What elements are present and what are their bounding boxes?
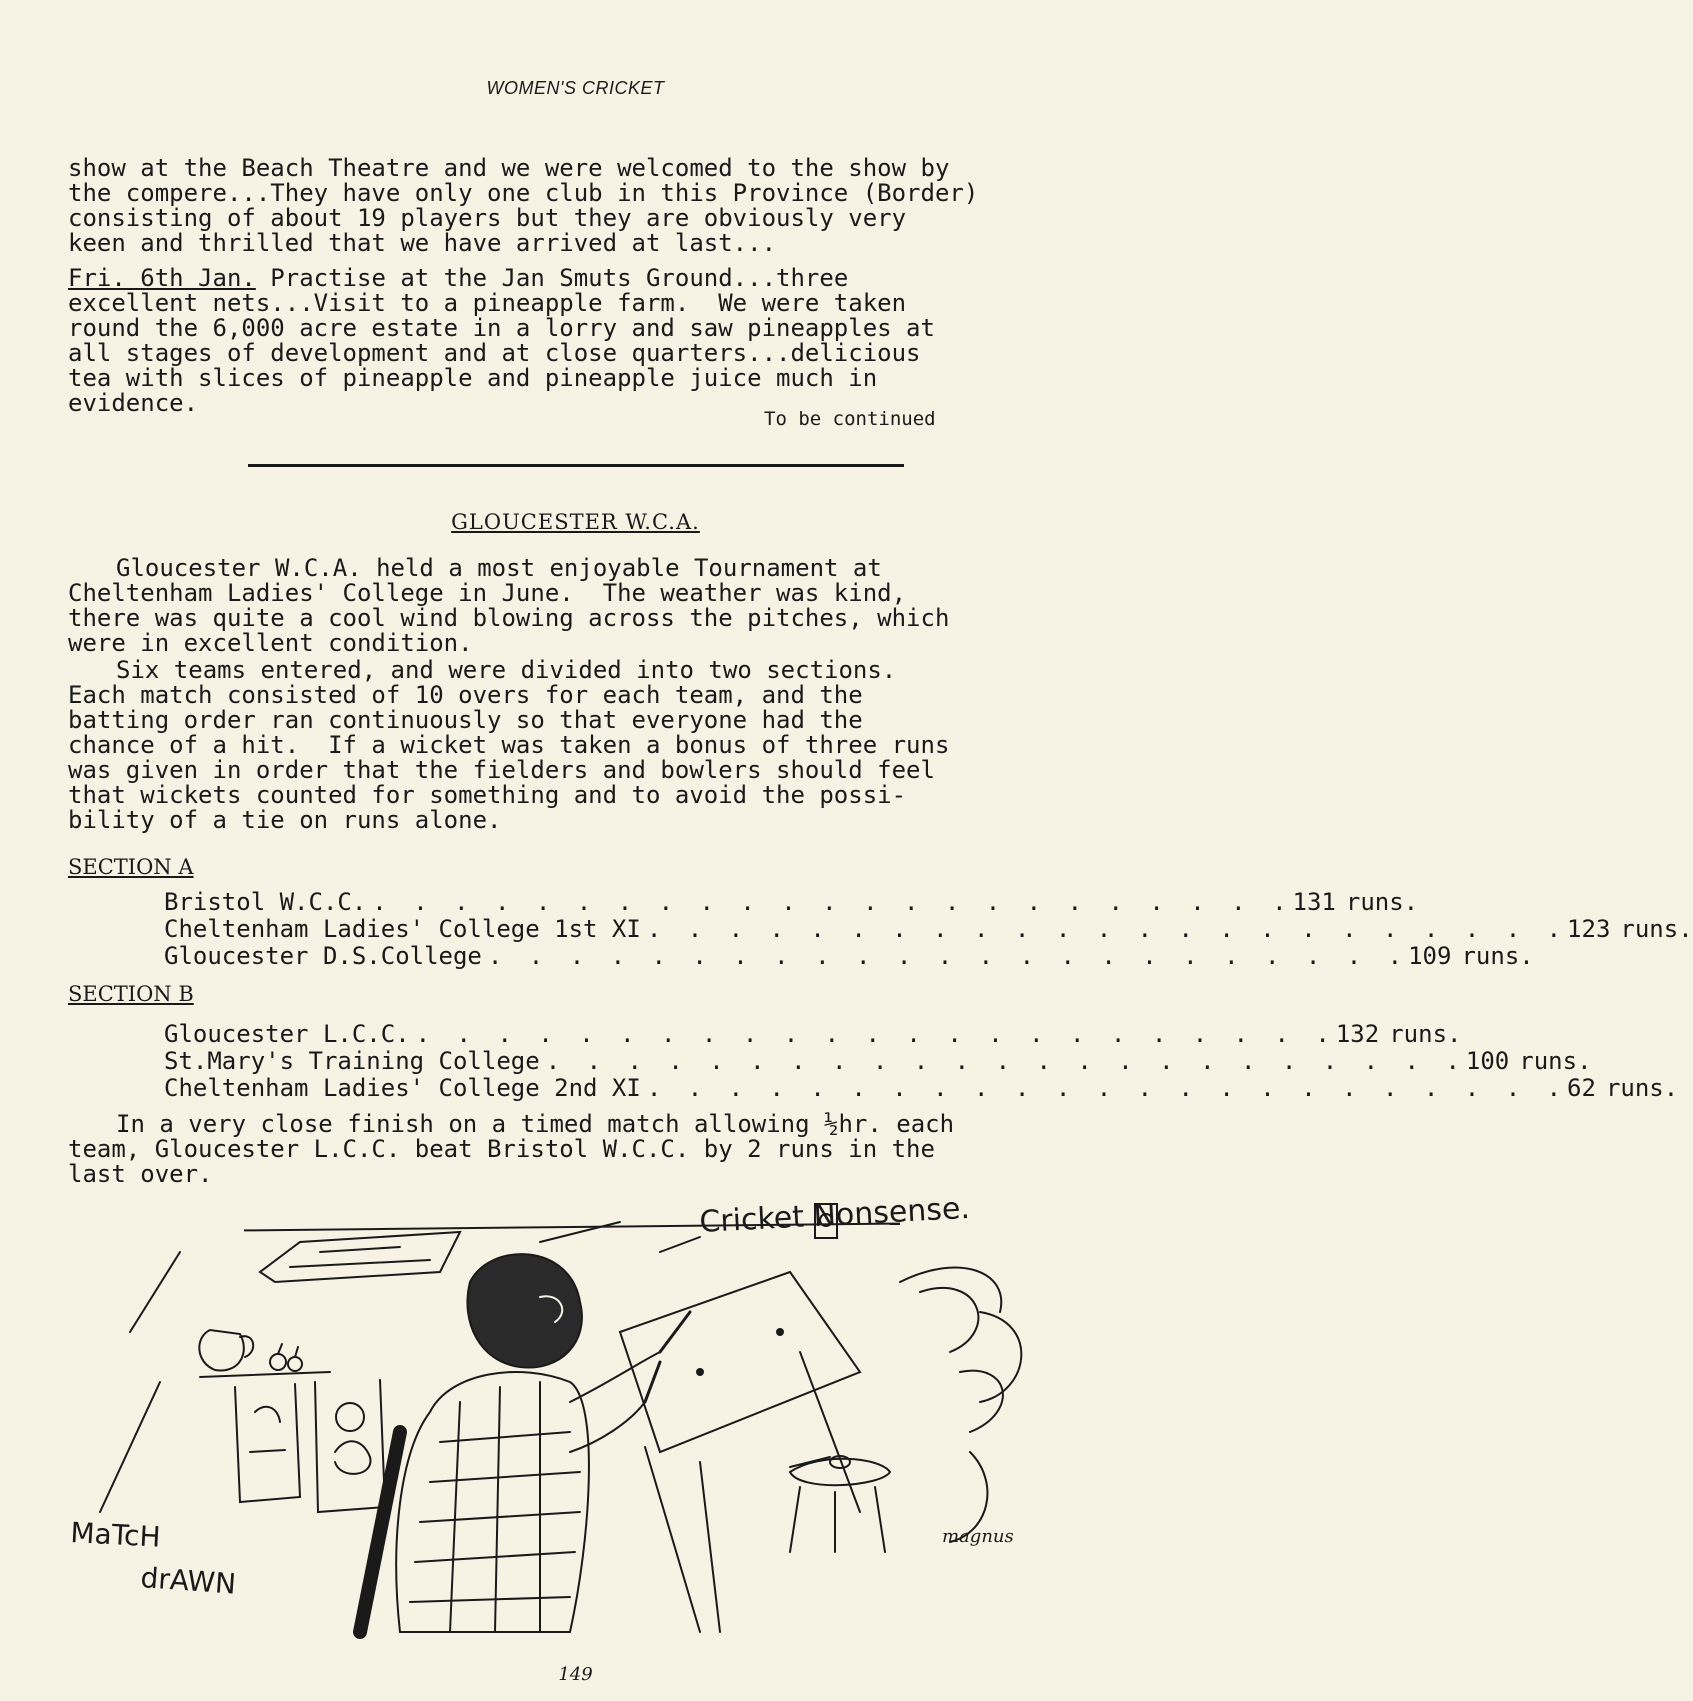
team-name: Cheltenham Ladies' College 2nd XI <box>164 1074 641 1102</box>
text-line: round the 6,000 acre estate in a lorry and saw pineapples at <box>68 314 935 342</box>
text-line: evidence. <box>68 389 199 417</box>
text-line: Gloucester W.C.A. held a most enjoyable Tournament at <box>116 554 882 582</box>
artist-head <box>467 1254 581 1367</box>
result-row <box>164 1074 1679 1102</box>
score-unit: runs. <box>1389 1020 1462 1048</box>
jug-shape <box>199 1330 244 1370</box>
text-line: bility of a tie on runs alone. <box>68 806 502 834</box>
leader-dots: . . . . . . . . . . . . . . . . . . . . . . . <box>415 1020 1336 1048</box>
text-line: keen and thrilled that we have arrived at last... <box>68 229 777 257</box>
cartoon-caption-line2: drAWN <box>139 1561 238 1601</box>
leader-dots: . . . . . . . . . . . . . . . . . . . . . . . <box>646 1074 1568 1102</box>
result-row <box>164 888 1419 916</box>
wall-line <box>100 1382 160 1512</box>
text-line: Cheltenham Ladies' College in June. The weather was kind, <box>68 579 907 607</box>
text-line: last over. <box>68 1160 213 1188</box>
result-row <box>164 1047 1592 1075</box>
wall-line <box>130 1252 180 1332</box>
team-score: 62 <box>1567 1074 1596 1102</box>
scarf <box>360 1432 400 1632</box>
result-row <box>164 1020 1462 1048</box>
text-line: there was quite a cool wind blowing across the pitches, which <box>68 604 950 632</box>
team-score: 132 <box>1335 1020 1380 1048</box>
diary-paragraph-1 <box>68 156 1078 256</box>
team-name: St.Mary's Training College <box>164 1047 540 1075</box>
text-line: excellent nets...Visit to a pineapple farm. We were taken <box>68 289 907 317</box>
text-line: were in excellent condition. <box>68 629 473 657</box>
section-a-results <box>164 888 1693 970</box>
shelf <box>200 1372 330 1377</box>
text-line: that wickets counted for something and to avoid the possi- <box>68 781 907 809</box>
team-score: 100 <box>1465 1047 1510 1075</box>
text-line: tea with slices of pineapple and pineapple juice much in <box>68 364 878 392</box>
team-name: Gloucester L.C.C. <box>164 1020 410 1048</box>
text-line: consisting of about 19 players but they are obviously very <box>68 204 907 232</box>
artist-arm <box>570 1402 645 1452</box>
article-body <box>68 556 1078 843</box>
team-score: 131 <box>1292 888 1336 916</box>
cartoon-caption-line1: MaTcH <box>69 1516 162 1554</box>
score-unit: runs. <box>1519 1047 1592 1075</box>
text-line: the compere...They have only one club in this Province (Border) <box>68 179 979 207</box>
result-row <box>164 915 1693 943</box>
fruit <box>288 1357 302 1371</box>
easel-board <box>620 1272 860 1452</box>
article-intro <box>68 556 1078 656</box>
text-line: Six teams entered, and were divided into two sections. <box>116 656 897 684</box>
window-frame <box>260 1232 460 1282</box>
score-unit: runs. <box>1605 1074 1679 1102</box>
leader-dots: . . . . . . . . . . . . . . . . . . . . . . . <box>487 942 1409 970</box>
section-b-label: SECTION B <box>68 982 194 1006</box>
fruit <box>270 1354 286 1370</box>
text-line: show at the Beach Theatre and we were welcomed to the show by <box>68 154 950 182</box>
article-title: GLOUCESTER W.C.A. <box>451 510 700 534</box>
text-line: Each match consisted of 10 overs for each team, and the <box>68 681 863 709</box>
paintbrush <box>660 1312 690 1352</box>
result-row <box>164 942 1534 970</box>
text-line: all stages of development and at close quarters...delicious <box>68 339 921 367</box>
text-line: chance of a hit. If a wicket was taken a bonus of three runs <box>68 731 950 759</box>
to-be-continued: To be continued <box>764 408 936 430</box>
easel-leg <box>700 1462 720 1632</box>
stool-legs <box>790 1487 885 1552</box>
team-name: Bristol W.C.C. <box>164 888 367 916</box>
easel-leg <box>645 1447 700 1632</box>
cartoon-heading: Cricket Nonsense. <box>698 1190 971 1240</box>
leader-dots: . . . . . . . . . . . . . . . . . . . . . . . <box>372 888 1293 916</box>
diary-date: Fri. 6th Jan. <box>68 264 256 292</box>
diary-text <box>68 156 1078 426</box>
section-b-results <box>164 1020 1679 1102</box>
score-unit: runs. <box>1461 942 1534 970</box>
artist-body <box>396 1372 589 1632</box>
text-line: was given in order that the fielders and bowlers should feel <box>68 756 935 784</box>
article-rules <box>68 658 1078 833</box>
score-unit: runs. <box>1620 915 1693 943</box>
team-score: 123 <box>1567 915 1611 943</box>
text-line: team, Gloucester L.C.C. beat Bristol W.C.C. by 2 runs in the <box>68 1135 935 1163</box>
page-number: 149 <box>558 1664 593 1685</box>
leader-dots: . . . . . . . . . . . . . . . . . . . . . . . <box>646 915 1568 943</box>
running-head: WOMEN'S CRICKET <box>486 78 665 98</box>
canvas-back <box>235 1384 300 1502</box>
window-sill <box>290 1260 430 1267</box>
team-name: Gloucester D.S.College <box>164 942 482 970</box>
section-a-label: SECTION A <box>68 855 194 879</box>
artist-signature: magnus <box>942 1526 1014 1547</box>
cartoon-illustration <box>69 1190 1090 1632</box>
diary-paragraph-2 <box>68 266 1078 416</box>
pencil <box>645 1362 660 1402</box>
score-unit: runs. <box>1345 888 1419 916</box>
team-name: Cheltenham Ladies' College 1st XI <box>164 915 641 943</box>
leader-dots: . . . . . . . . . . . . . . . . . . . . . . . <box>545 1047 1466 1075</box>
text-line: batting order ran continuously so that everyone had the <box>68 706 863 734</box>
divider-rule <box>248 464 904 467</box>
text-line: Practise at the Jan Smuts Ground...three <box>255 264 849 292</box>
text-line: In a very close finish on a timed match allowing ½hr. each <box>116 1110 955 1138</box>
canvas-back <box>315 1380 385 1512</box>
conclusion-paragraph <box>68 1112 1078 1187</box>
team-score: 109 <box>1408 942 1452 970</box>
article-conclusion <box>68 1112 1078 1197</box>
